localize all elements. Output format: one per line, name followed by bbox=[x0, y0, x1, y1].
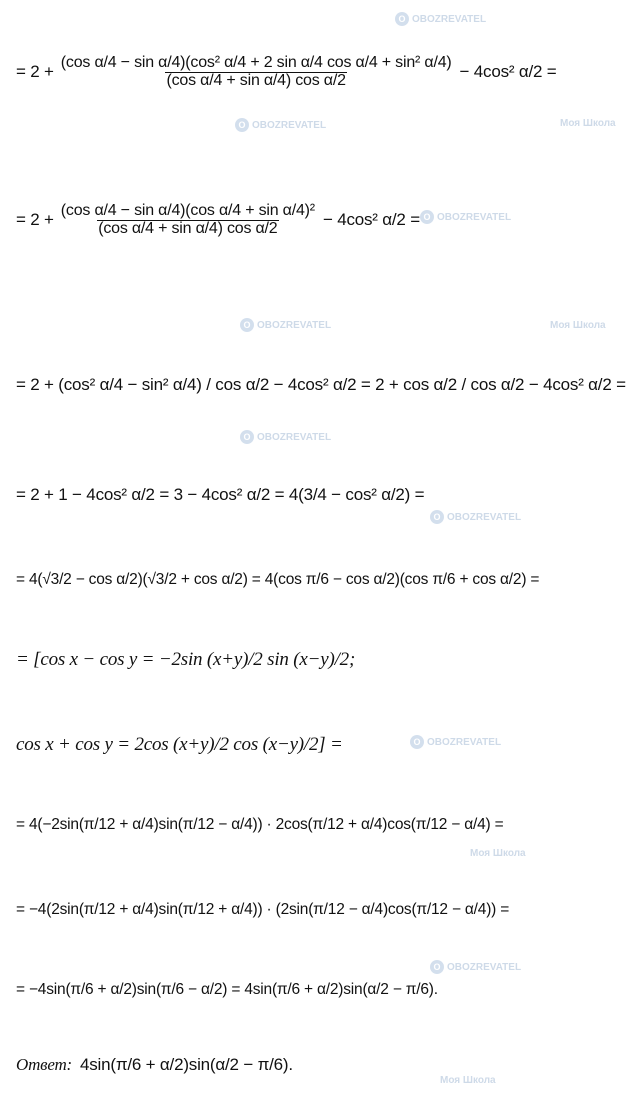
watermark-logo-icon: O bbox=[410, 735, 424, 749]
watermark: O OBOZREVATEL bbox=[395, 12, 486, 26]
fraction bbox=[60, 55, 453, 90]
watermark: O OBOZREVATEL bbox=[235, 118, 326, 132]
watermark: Моя Школа bbox=[470, 848, 526, 859]
watermark: Моя Школа bbox=[440, 1075, 496, 1086]
watermark-logo-icon: O bbox=[235, 118, 249, 132]
watermark: Моя Школа bbox=[550, 320, 606, 331]
fraction-denominator: (cos α/4 + sin α/4) cos α/2 bbox=[98, 219, 278, 237]
equation-line-8 bbox=[16, 795, 635, 855]
answer-label: Ответ: bbox=[16, 1055, 72, 1074]
equation-text: = −4(2sin(π/12 + α/4)sin(π/12 + α/4)) · (2sin(π/12 − α/4)cos(π/12 − α/4)) = bbox=[16, 901, 510, 918]
equation-text: = [cos x − cos y = −2sin (x+y)/2 sin (x−y)/2; bbox=[16, 649, 356, 670]
equation-text: = 2 + 1 − 4cos² α/2 = 3 − 4cos² α/2 = 4(3/4 − cos² α/2) = bbox=[16, 485, 425, 504]
equation-line-5 bbox=[16, 545, 635, 615]
equation-line-6 bbox=[16, 630, 635, 690]
watermark-logo-icon: O bbox=[420, 210, 434, 224]
watermark: O OBOZREVATEL bbox=[240, 430, 331, 444]
watermark: O OBOZREVATEL bbox=[430, 510, 521, 524]
watermark: Моя Школа bbox=[560, 118, 616, 129]
watermark: O OBOZREVATEL bbox=[420, 210, 511, 224]
equation-line-3 bbox=[16, 345, 635, 425]
eq-prefix: = 2 + bbox=[16, 210, 54, 229]
equation-text: = 4(√3/2 − cos α/2)(√3/2 + cos α/2) = 4(cos π/6 − cos α/2)(cos π/6 + cos α/2) = bbox=[16, 571, 540, 588]
equation-text: = −4sin(π/6 + α/2)sin(π/6 − α/2) = 4sin(π/6 + α/2)sin(α/2 − π/6). bbox=[16, 981, 438, 998]
equation-line-1 bbox=[16, 22, 635, 122]
answer-line bbox=[16, 1040, 635, 1090]
watermark: O OBOZREVATEL bbox=[410, 735, 501, 749]
equation-line-9 bbox=[16, 880, 635, 940]
equation-line-2 bbox=[16, 170, 635, 270]
equation-line-4 bbox=[16, 465, 635, 525]
eq-prefix: = 2 + bbox=[16, 62, 54, 81]
equation-line-7 bbox=[16, 715, 635, 775]
watermark: O OBOZREVATEL bbox=[240, 318, 331, 332]
answer-expression: 4sin(π/6 + α/2)sin(α/2 − π/6). bbox=[80, 1055, 293, 1074]
watermark-logo-icon: O bbox=[395, 12, 409, 26]
equation-line-10 bbox=[16, 960, 635, 1020]
fraction bbox=[60, 203, 316, 238]
equation-text: = 4(−2sin(π/12 + α/4)sin(π/12 − α/4)) · 2cos(π/12 + α/4)cos(π/12 − α/4) = bbox=[16, 816, 504, 833]
watermark-logo-icon: O bbox=[430, 510, 444, 524]
fraction-denominator: (cos α/4 + sin α/4) cos α/2 bbox=[166, 71, 346, 89]
watermark-logo-icon: O bbox=[430, 960, 444, 974]
equation-text: = 2 + (cos² α/4 − sin² α/4) / cos α/2 − 4cos² α/2 = 2 + cos α/2 / cos α/2 − 4cos² α/2 = bbox=[16, 375, 626, 394]
watermark-logo-icon: O bbox=[240, 430, 254, 444]
equation-text: cos x + cos y = 2cos (x+y)/2 cos (x−y)/2] = bbox=[16, 734, 343, 755]
eq-suffix: − 4cos² α/2 = bbox=[459, 62, 557, 81]
eq-suffix: − 4cos² α/2 = bbox=[322, 210, 420, 229]
fraction-numerator: (cos α/4 − sin α/4)(cos α/4 + sin α/4)² bbox=[60, 201, 315, 219]
watermark-logo-icon: O bbox=[240, 318, 254, 332]
fraction-numerator: (cos α/4 − sin α/4)(cos² α/4 + 2 sin α/4 cos α/4 + sin² α/4) bbox=[60, 53, 452, 71]
watermark: O OBOZREVATEL bbox=[430, 960, 521, 974]
